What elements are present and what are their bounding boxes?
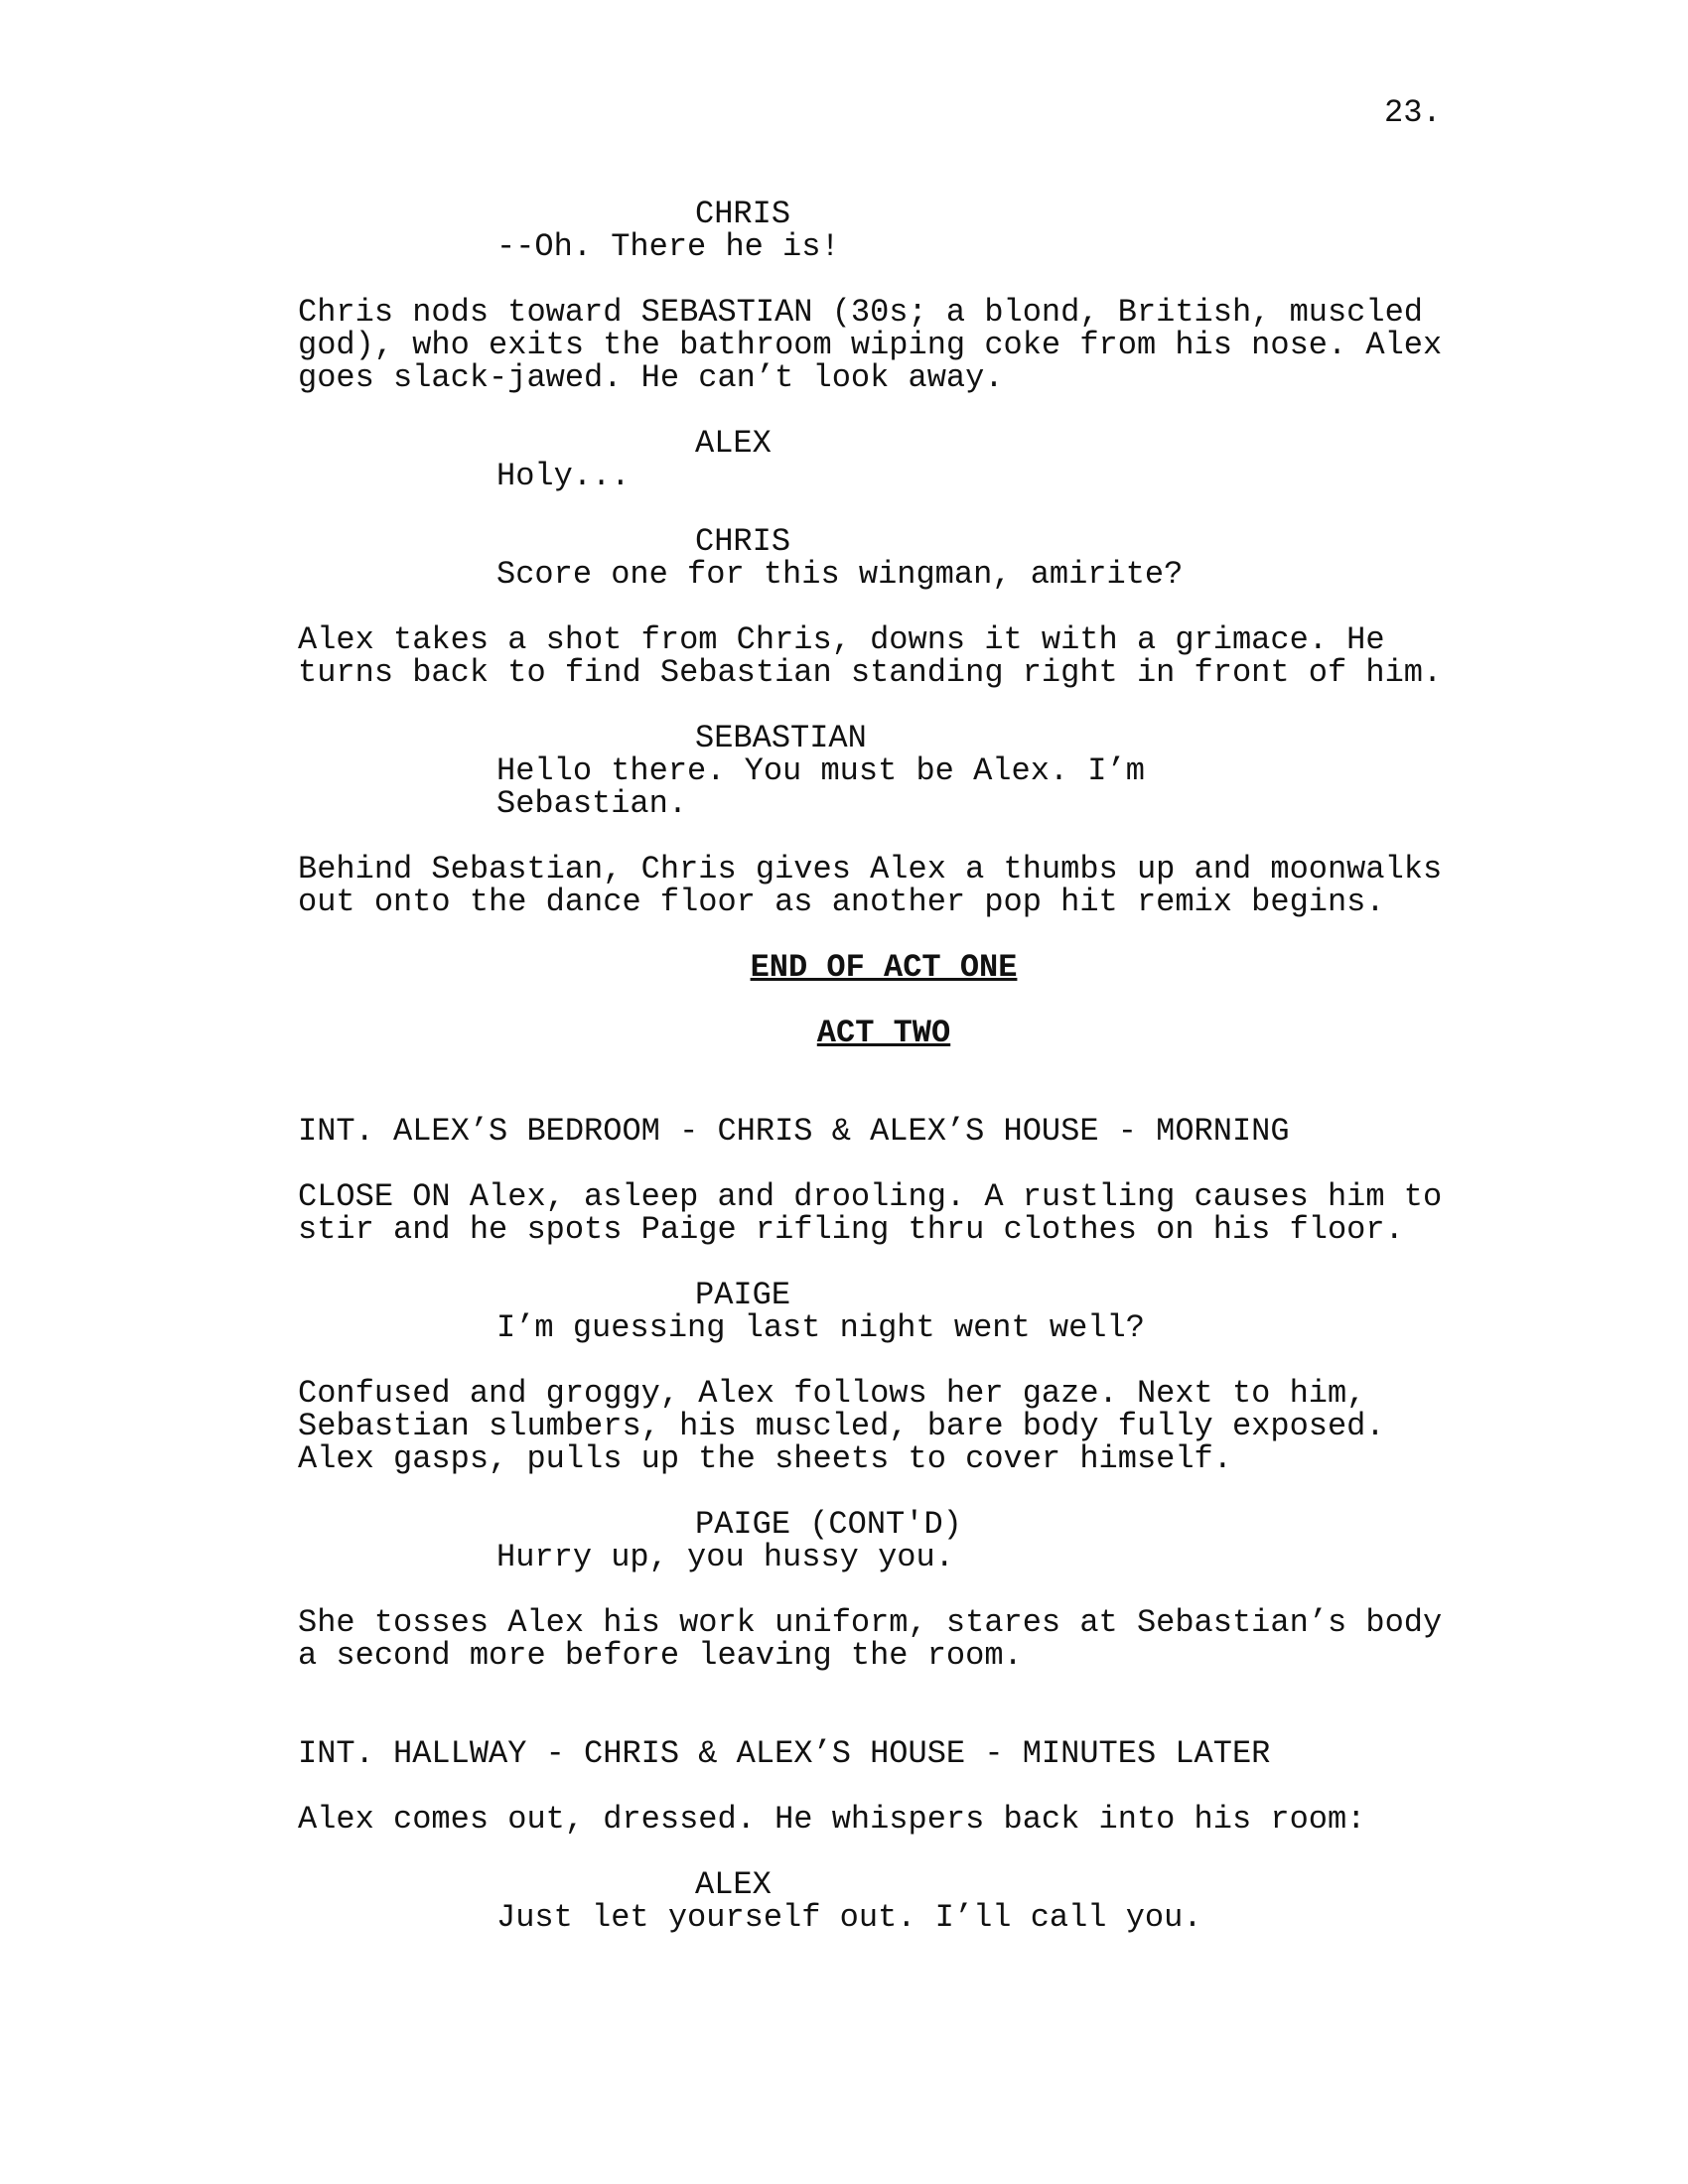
action-line: Behind Sebastian, Chris gives Alex a thumbs up and moonwalks out onto the dance floor as another pop hit remix begins. (298, 851, 1443, 920)
action-line: She tosses Alex his work uniform, stares at Sebastian’s body a second more before leaving the room. (298, 1604, 1443, 1674)
action-line: Alex comes out, dressed. He whispers back into his room: (298, 1801, 1366, 1838)
dialogue-alex: Just let yourself out. I’ll call you. (496, 1899, 1202, 1936)
page-number: 23. (1384, 94, 1442, 131)
character-name-sebastian: SEBASTIAN (695, 720, 867, 756)
scene-heading: INT. HALLWAY - CHRIS & ALEX’S HOUSE - MINUTES LATER (298, 1735, 1271, 1772)
action-line: Chris nods toward SEBASTIAN (30s; a blond, British, muscled god), who exits the bathroom wiping coke from his nose. Alex goes slack-jawed. He can’t look away. (298, 294, 1443, 396)
action-line: Alex takes a shot from Chris, downs it with a grimace. He turns back to find Sebastian standing right in front of him. (298, 621, 1443, 691)
scene-heading: INT. ALEX’S BEDROOM - CHRIS & ALEX’S HOUSE - MORNING (298, 1113, 1290, 1150)
character-name-alex: ALEX (695, 425, 772, 462)
dialogue-chris: --Oh. There he is! (496, 228, 840, 265)
dialogue-sebastian: Hello there. You must be Alex. I’m Sebastian. (496, 752, 1145, 822)
script-body (298, 198, 1470, 1934)
character-name-chris: CHRIS (695, 196, 791, 232)
dialogue-chris: Score one for this wingman, amirite? (496, 556, 1184, 593)
dialogue-paige: I’m guessing last night went well? (496, 1309, 1145, 1346)
action-line: CLOSE ON Alex, asleep and drooling. A rustling causes him to stir and he spots Paige rifling thru clothes on his floor. (298, 1178, 1443, 1248)
character-name-paige: PAIGE (695, 1277, 791, 1313)
character-name-chris: CHRIS (695, 523, 791, 560)
act-break-end-act-one: END OF ACT ONE (750, 949, 1018, 986)
dialogue-paige: Hurry up, you hussy you. (496, 1539, 954, 1575)
character-name-paige-contd: PAIGE (CONT'D) (695, 1506, 962, 1543)
act-heading-act-two: ACT TWO (816, 1015, 951, 1051)
character-name-alex: ALEX (695, 1866, 772, 1903)
action-line: Confused and groggy, Alex follows her gaze. Next to him, Sebastian slumbers, his muscled, bare body fully exposed. Alex gasps, pulls up the sheets to cover himself. (298, 1375, 1385, 1477)
dialogue-alex: Holy... (496, 458, 631, 494)
